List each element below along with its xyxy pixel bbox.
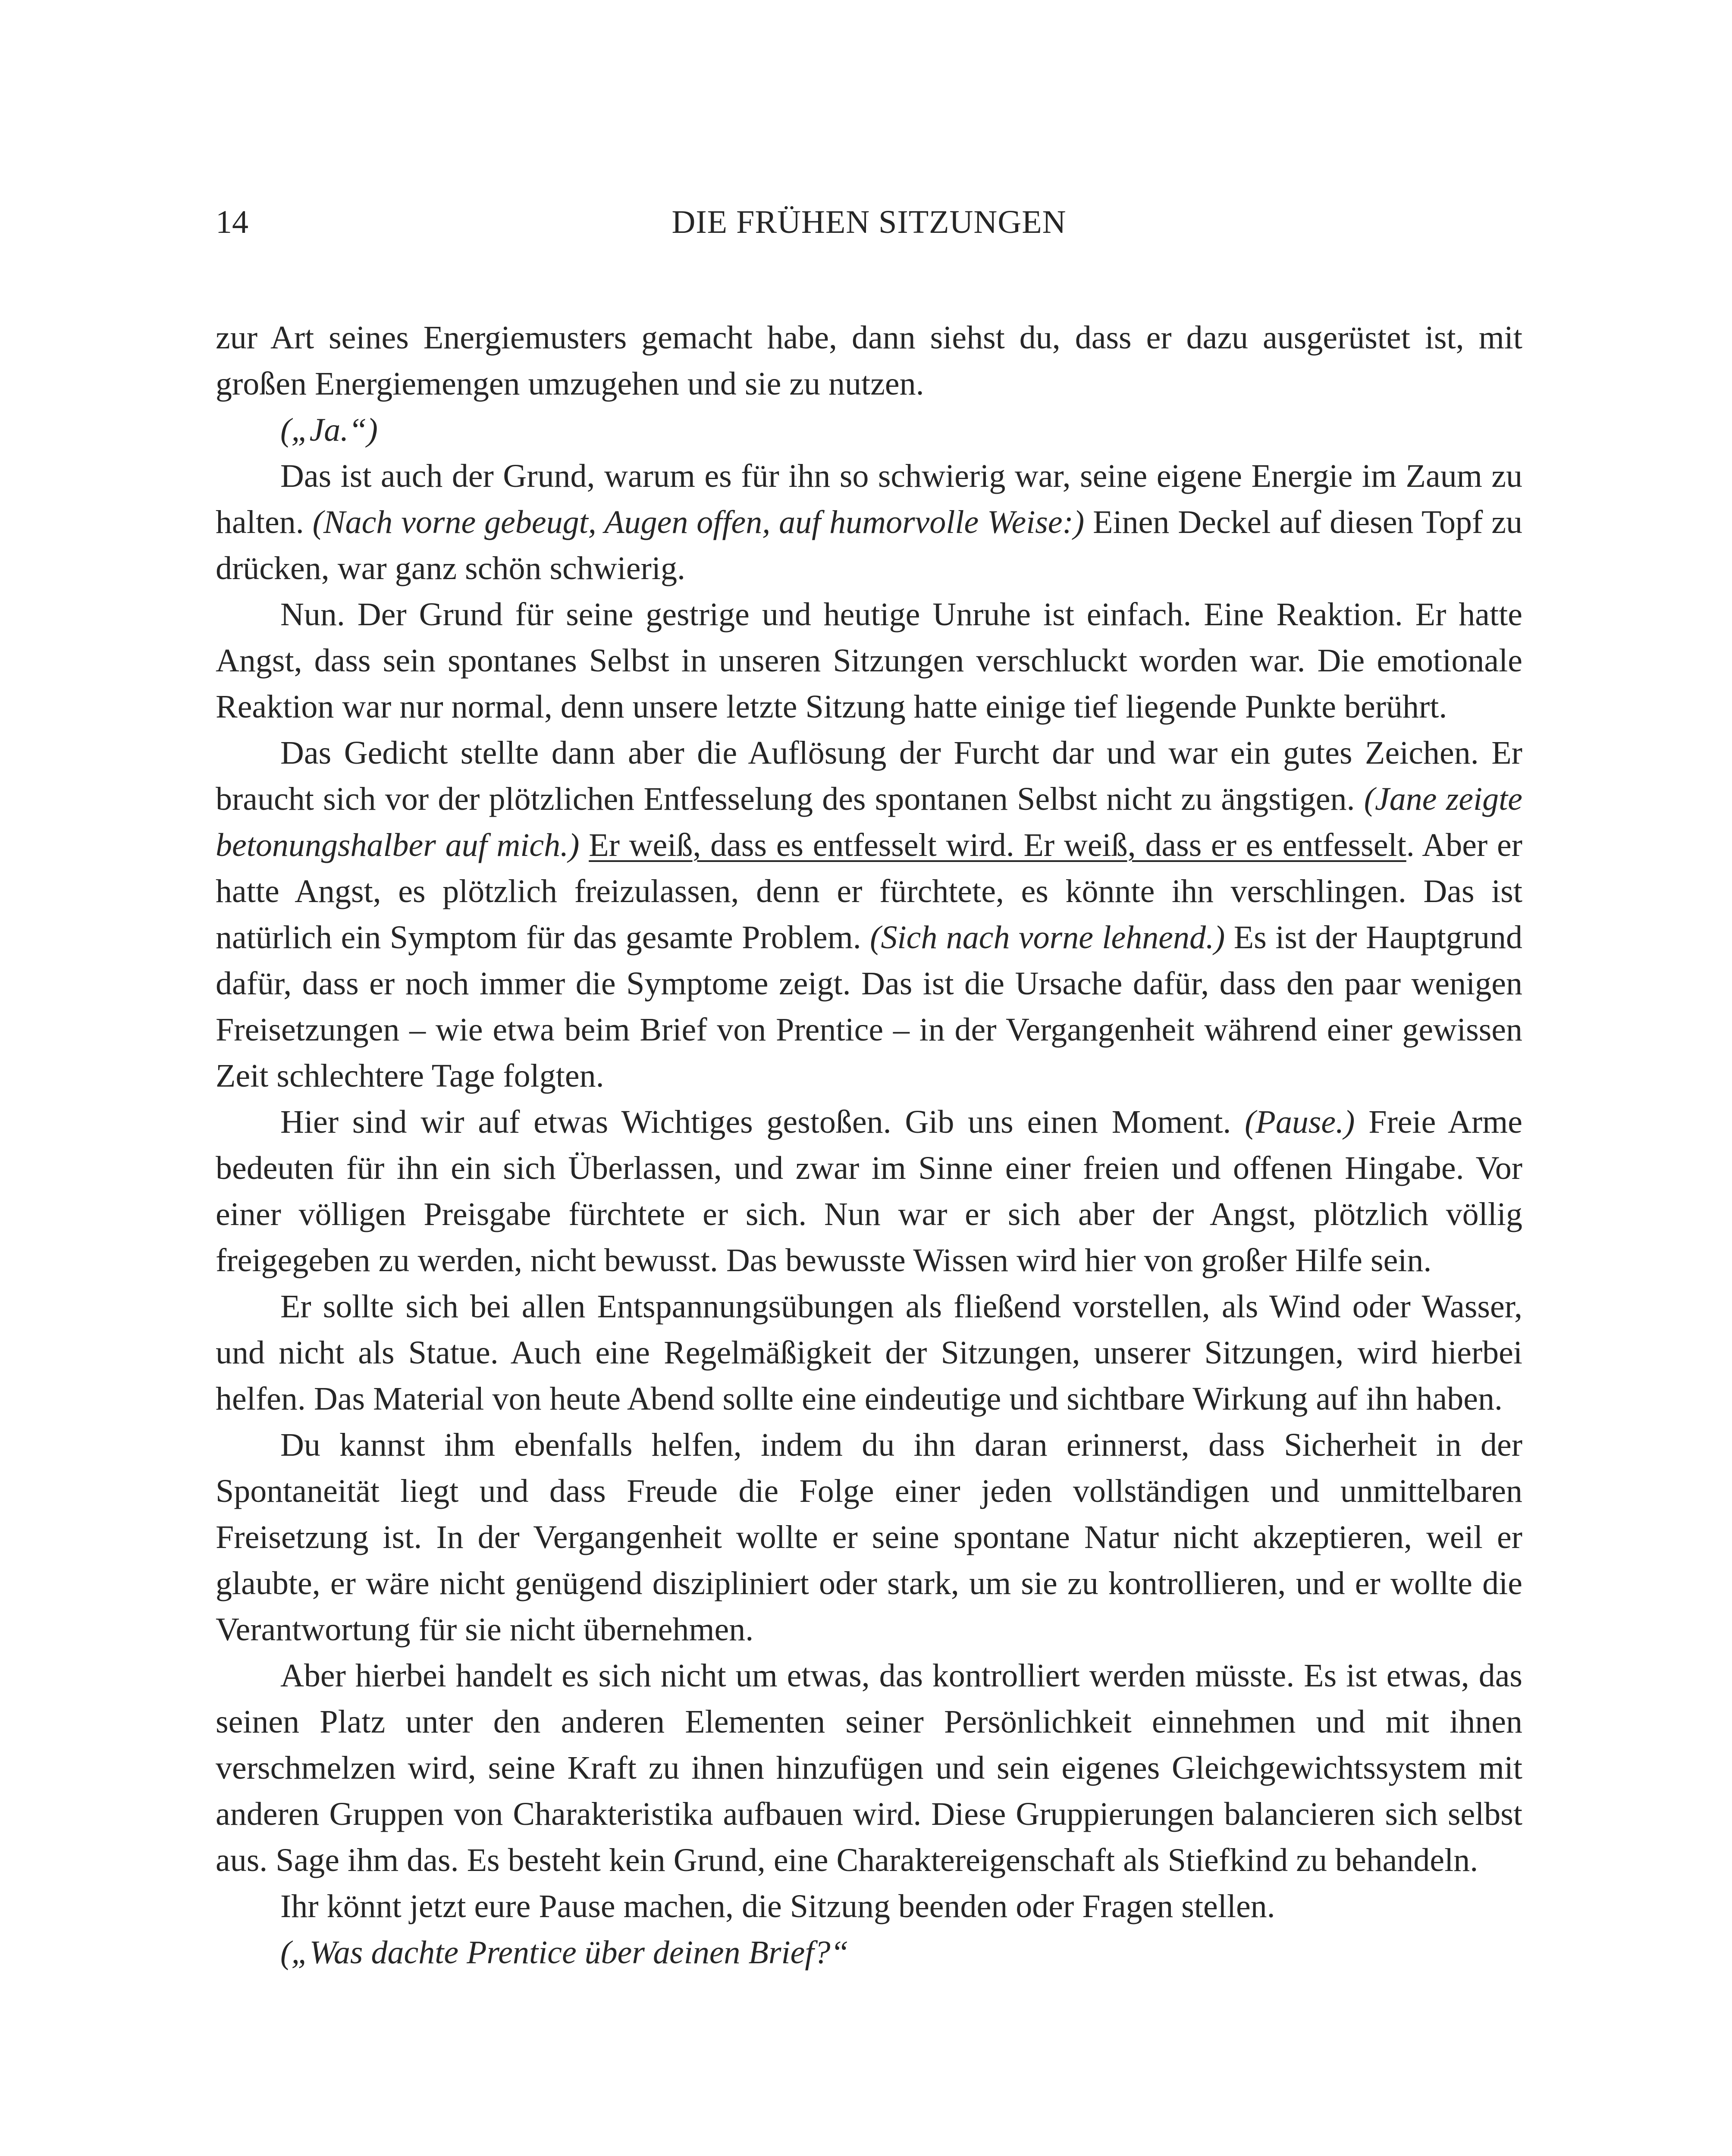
text-segment: Aber hierbei handelt es sich nicht um etwas, das kontrolliert werden müsste. Es ist etwas, das seinen Platz unter den anderen Elementen seiner Persönlichkeit einnehmen und mit ihnen verschmelzen wird, seine Kraft zu ihnen hinzufügen und sein eigenes Gleichgewichtssystem mit anderen Gruppen von Charakteristika aufbauen wird. Diese Gruppierungen balancieren sich selbst aus. Sage ihm das. Es besteht kein Grund, eine Charaktereigenschaft als Stiefkind zu behandeln.	[216, 1658, 1522, 1878]
text-segment: zur Art seines Energiemusters gemacht habe, dann siehst du, dass er dazu ausgerüstet ist, mit großen Energiemengen umzugehen und sie zu nutzen.	[216, 320, 1522, 402]
paragraph	[216, 1883, 1522, 1930]
running-head: DIE FRÜHEN SITZUNGEN	[671, 204, 1067, 240]
text-segment: Das Gedicht stellte dann aber die Auflösung der Furcht dar und war ein gutes Zeichen. Er braucht sich vor der plötzlichen Entfesselung des spontanen Selbst nicht zu ängstigen.	[216, 735, 1522, 817]
underlined-text: Er weiß, dass es entfesselt wird. Er weiß, dass er es entfesselt	[589, 827, 1406, 863]
paragraph	[216, 1284, 1522, 1422]
text-segment: Er sollte sich bei allen Entspannungsübungen als fließend vorstellen, als Wind oder Wasser, und nicht als Statue. Auch eine Regelmäßigkeit der Sitzungen, unserer Sitzungen, wird hierbei helfen. Das Material von heute Abend sollte eine eindeutige und sichtbare Wirkung auf ihn haben.	[216, 1288, 1522, 1417]
text-segment: Es ist der Hauptgrund dafür, dass er noch immer die Symptome zeigt. Das ist die Ursache dafür, dass den paar wenigen Freisetzungen – wie etwa beim Brief von Prentice – in der Vergangenheit während einer gewissen Zeit schlechtere Tage folgten.	[216, 919, 1522, 1094]
page-header	[216, 198, 1522, 246]
text-segment: Du kannst ihm ebenfalls helfen, indem du ihn daran erinnerst, dass Sicherheit in der Spontaneität liegt und dass Freude die Folge einer jeden vollständigen und unmittelbaren Freisetzung ist. In der Vergangenheit wollte er seine spontane Natur nicht akzeptieren, weil er glaubte, er wäre nicht genügend diszipliniert oder stark, um sie zu kontrollieren, und er wollte die Verantwortung für sie nicht übernehmen.	[216, 1427, 1522, 1648]
italic-annotation: (Nach vorne gebeugt, Augen offen, auf humorvolle Weise:)	[312, 504, 1085, 540]
paragraph	[216, 592, 1522, 730]
text-segment: Freie Arme bedeuten für ihn ein sich Überlassen, und zwar im Sinne einer freien und offenen Hingabe. Vor einer völligen Preisgabe fürchtete er sich. Nun war er sich aber der Angst, plötzlich völlig freigegeben zu werden, nicht bewusst. Das bewusste Wissen wird hier von großer Hilfe sein.	[216, 1104, 1522, 1279]
body-text	[216, 315, 1522, 1976]
text-segment	[579, 827, 589, 863]
paragraph	[216, 407, 1522, 453]
paragraph	[216, 1422, 1522, 1653]
page-number: 14	[216, 204, 248, 240]
italic-annotation: („Was dachte Prentice über deinen Brief?“	[280, 1934, 849, 1971]
paragraph	[216, 1099, 1522, 1284]
paragraph	[216, 730, 1522, 1099]
text-segment: Hier sind wir auf etwas Wichtiges gestoßen. Gib uns einen Moment.	[280, 1104, 1245, 1140]
italic-annotation: (Jane zeigte betonungshalber auf mich.)	[216, 781, 1523, 863]
paragraph	[216, 1653, 1522, 1883]
paragraph	[216, 315, 1522, 407]
text-segment: . Aber er hatte Angst, es plötzlich freizulassen, denn er fürchtete, es könnte ihn verschlingen. Das ist natürlich ein Symptom für das gesamte Problem.	[216, 827, 1522, 956]
text-segment: Einen Deckel auf diesen Topf zu drücken, war ganz schön schwierig.	[216, 504, 1522, 586]
italic-annotation: (Sich nach vorne lehnend.)	[870, 919, 1225, 956]
paragraph	[216, 453, 1522, 592]
italic-annotation: (Pause.)	[1245, 1104, 1355, 1140]
text-segment: Ihr könnt jetzt eure Pause machen, die Sitzung beenden oder Fragen stellen.	[280, 1888, 1275, 1924]
paragraph	[216, 1930, 1522, 1976]
text-segment: Das ist auch der Grund, warum es für ihn so schwierig war, seine eigene Energie im Zaum zu halten.	[216, 458, 1522, 540]
text-segment: Nun. Der Grund für seine gestrige und heutige Unruhe ist einfach. Eine Reaktion. Er hatte Angst, dass sein spontanes Selbst in unseren Sitzungen verschluckt worden war. Die emotionale Reaktion war nur normal, denn unsere letzte Sitzung hatte einige tief liegende Punkte berührt.	[216, 596, 1522, 725]
italic-annotation: („Ja.“)	[280, 412, 378, 448]
